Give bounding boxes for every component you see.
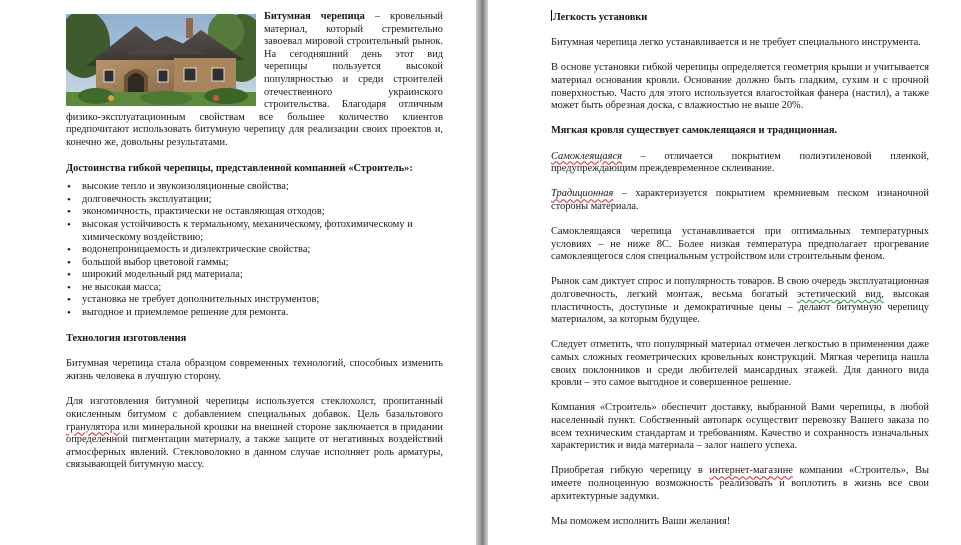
spellcheck-word: гранулятора (66, 421, 120, 433)
list-item: • широкий модельный ряд материала; (66, 269, 443, 282)
house-photo (66, 14, 256, 106)
document-page-left (0, 0, 476, 545)
list-item: • долговечность эксплуатации; (66, 194, 443, 207)
grammar-check-phrase: эстетический вид, (796, 289, 884, 301)
tech-heading: Технология изготовления (66, 332, 187, 344)
list-item: • не высокая масса; (66, 282, 443, 295)
install-paragraph-2: В основе установки гибкой черепицы определяется геометрия крыши и учитывается материал основания кровли. Основание должно быть гладким, сухим и с прочной поверхностью. Часто для этого используется влагостойкая фанера (настил), а также может быть обрезная доска, с влажностью не выше 20%. (551, 62, 929, 112)
text-column-right (551, 10, 929, 528)
company-paragraph: Компания «Строитель» обеспечит доставку, выбранной Вами черепицы, в любой населенный пункт. Собственный автопарк осуществит перевозку Вашего заказа по всем техническим стандартам и требованиям. Качество и сохранность изначальных характеристик и вида материала – залог нашего успеха. (551, 402, 929, 452)
text-cursor (551, 10, 552, 21)
advantages-heading: Достоинства гибкой черепицы, представленной компанией «Строитель»: (66, 162, 413, 174)
tech-paragraph-1: Битумная черепица стала образцом современных технологий, способных изменить жизнь человека в лучшую сторону. (66, 358, 443, 382)
closing-line: Мы поможем исполнить Ваши желания! (551, 515, 731, 527)
list-item: • водонепроницаемость и диэлектрические свойства; (66, 244, 443, 257)
traditional-paragraph: Традиционная – характеризуется покрытием кремниевым песком изнаночной стороны материала. (551, 188, 929, 212)
install-paragraph-1: Битумная черепица легко устанавливается и не требует специального инструмента. (551, 37, 921, 49)
self-adhesive-term: Самоклеящаяся (551, 150, 622, 162)
list-item: • большой выбор цветовой гаммы; (66, 257, 443, 270)
buy-paragraph: Приобретая гибкую черепицу в интернет-магазине компании «Строитель», Вы имеете полноценную возможность реализовать и воплотить в жизнь все свои архитектурные задумки. (551, 465, 929, 502)
tech-paragraph-2: Для изготовления битумной черепицы используется стеклохолст, пропитанный окисленным битумом с добавлением специальных добавок. Цель базальтового гранулятора или минеральной крошки на внешней стороне заключается в придании определенной пигментации материалу, а также защите от негативных воздействий атмосферных явлений. Стекловолокно в данном случае исполняет роль арматуры, связывающей битумную массу. (66, 396, 443, 471)
traditional-term: Традиционная (551, 188, 614, 200)
popularity-paragraph: Следует отметить, что популярный материал отмечен легкостью в применении даже самых сложных геометрических кровельных конструкций. Мягкая черепица нашла своих поклонников и среди любителей мансардных этажей. Для данного вида кровли – это самое выгодное и совершенное решение. (551, 339, 929, 389)
temperature-paragraph: Самоклеящаяся черепица устанавливается при оптимальных температурных условиях – не ниже 8С. Более низкая температура предполагает прогревание самоклеящегося слоя специальным устройством или строительным феном. (551, 226, 929, 263)
install-heading: Легкость установки (553, 12, 648, 23)
advantages-list (66, 181, 443, 320)
list-item: • установка не требует дополнительных инструментов; (66, 294, 443, 307)
intro-text: – кровельный материал, который стремительно завоевал мировой строительный рынок. На сегодняшний день этот вид черепицы пользуется высокой популярностью и среди строителей отечественного украинского строительства. Благодаря отличным физико-эксплуатационным свойствам все большее количество клиентов предпочитают использовать битумную черепицу для реализации своих проектов и, конечно же, довольны результатами. (66, 11, 443, 148)
document-page-right (488, 0, 961, 545)
page-gutter (476, 0, 488, 545)
intro-bold-term: Битумная черепица (264, 11, 365, 22)
list-item: • высокие тепло и звукоизоляционные свойства; (66, 181, 443, 194)
intro-paragraph (66, 11, 443, 150)
spellcheck-word: интернет-магазине (709, 465, 793, 477)
list-item: • высокая устойчивость к термальному, механическому, фотохимическому и химическому воздействию; (66, 219, 443, 244)
market-paragraph: Рынок сам диктует спрос и популярность товаров. В свою очередь эксплуатационная долговечность, легкий монтаж, весьма богатый эстетический вид, высокая пластичность, доступные и демократичные цены – делают битумную черепицу материалом, за которым будущее. (551, 276, 930, 326)
list-item: • выгодное и приемлемое решение для ремонта. (66, 307, 443, 320)
list-item: • экономичность, практически не оставляющая отходов; (66, 206, 443, 219)
soft-roof-heading: Мягкая кровля существует самоклеящаяся и традиционная. (551, 125, 838, 137)
self-adhesive-paragraph: Самоклеящаяся – отличается покрытием полиэтиленовой пленкой, предупреждающим преждевременное склеивание. (551, 150, 929, 175)
text-column-left (66, 11, 443, 472)
